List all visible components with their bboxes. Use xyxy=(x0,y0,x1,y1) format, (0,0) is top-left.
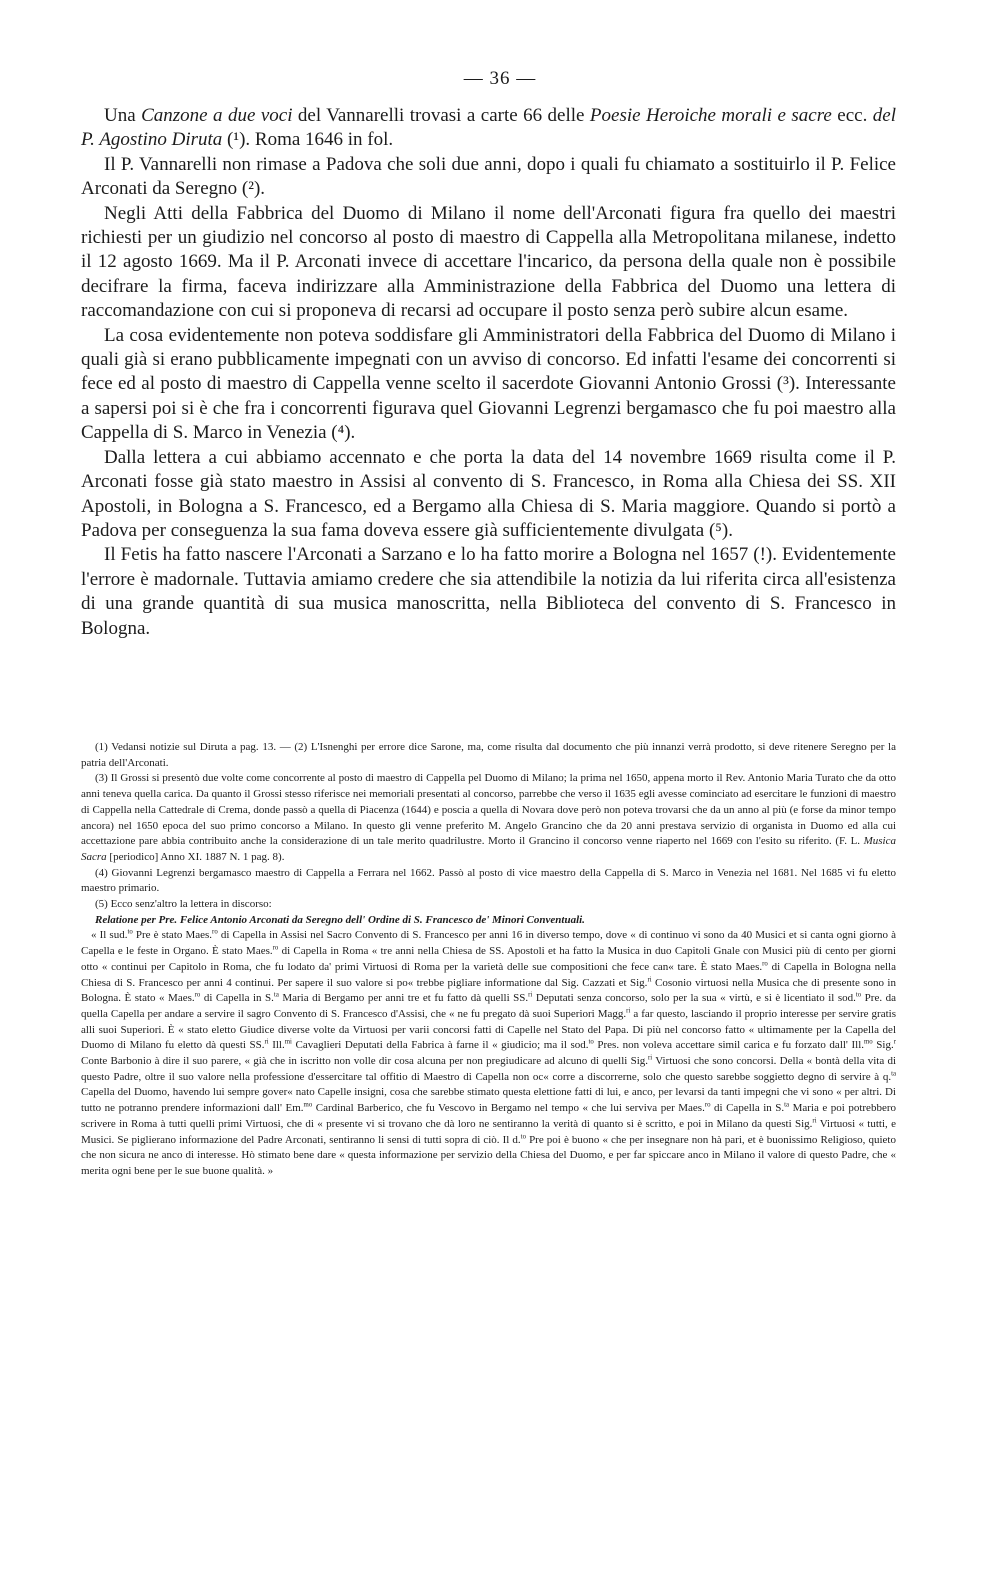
text-run: ecc. xyxy=(831,105,873,126)
superscript: ro xyxy=(212,928,218,936)
superscript: r xyxy=(893,1038,896,1046)
footnote-1-2: (1) Vedansi notizie sul Diruta a pag. 13. — (2) L'Isnenghi per errore dice Sarone, ma, come risulta dal documento che più innanzi verrà prodotto, si deve ritenere Seregno per la patria dell'Arconati. xyxy=(81,741,896,769)
text-run: Cardinal Barberico, che fu Vescovo in Bergamo nel tempo « che lui serviva per Maes. xyxy=(312,1102,705,1115)
superscript: mo xyxy=(864,1038,873,1046)
superscript: ri xyxy=(626,1007,631,1015)
letter-quote xyxy=(81,928,896,1179)
superscript: ta xyxy=(273,991,279,999)
text-run: Ill. xyxy=(268,1039,285,1052)
text-run: Cavaglieri Deputati della Fabrica à farne il « giudicio; ma il sod. xyxy=(291,1039,589,1052)
superscript: ro xyxy=(762,960,768,968)
superscript: ta xyxy=(784,1101,790,1109)
text-run: di Capella in S. xyxy=(710,1102,785,1115)
text-run: di Capella in Roma « tre anni nella Chiesa de SS. Apostoli et ha fatto la Musica in duo Capitoli Gnale con Musici più di cento per giorni otto « continui per Capitolo in Roma, che fu lodato da' primi Virtuosi di Roma per la varietà delle sue compositioni che fece can« tare. È stato Maes. xyxy=(81,945,896,973)
footnote-4: (4) Giovanni Legrenzi bergamasco maestro di Cappella a Ferrara nel 1662. Passò al posto di vice maestro della Cappella di S. Marco in Venezia nel 1681. Nel 1685 vi fu eletto maestro primario. xyxy=(81,866,896,895)
text-run: Conte Barbonio à dire il suo parere, « già che in iscritto non volle dir cosa alcuna per non pregiudicare ad alcuno di quelli Sig. xyxy=(81,1055,649,1068)
letter-title: Relatione per Pre. Felice Antonio Arconati da Seregno dell' Ordine di S. Francesco de' Minori Conventuali. xyxy=(95,913,585,926)
italic-author: del P. Agostino Diruta xyxy=(81,105,896,151)
superscript: to xyxy=(520,1132,526,1140)
italic-title: Canzone a due voci xyxy=(141,105,293,126)
text-run: Virtuosi « tutti, e Musici. Se piglierano informazione del Padre Arconati, sentiranno li sensi di tutti sopra di ciò. Il d. xyxy=(81,1117,896,1146)
footnote-3 xyxy=(81,771,896,865)
text-run: Capella del Duomo, havendo lui sempre gover« nato Capelle insigni, cosa che sarebbe stimato questa elettione fatti di lui, e anco, per levarsi da tanti impegni che vi sono « per altri. Di tutto ne potranno prendere informazioni dall' Em. xyxy=(81,1086,896,1115)
text-run: Maria di Bergamo per anni tre et fu fatto dà quelli SS. xyxy=(278,992,529,1005)
text-run: [periodico] Anno XI. 1887 N. 1 pag. 8). xyxy=(106,850,285,863)
paragraph-6: Il Fetis ha fatto nascere l'Arconati a Sarzano e lo ha fatto morire a Bologna nel 1657 (!). Evidentemente l'errore è madornale. Tuttavia amiamo credere che sia attendibile la notizia da lui riferita circa all'esistenza di una grande quantità di sua musica manoscritta, nella Biblioteca del convento di S. Francesco in Bologna. xyxy=(81,544,896,639)
text-run: (¹). Roma 1646 in fol. xyxy=(222,129,394,151)
text-run: di Capella in S. xyxy=(200,992,274,1005)
superscript: ro xyxy=(272,944,279,952)
superscript: ri xyxy=(648,1054,653,1062)
text-run: Virtuosi che sono concorsi. Della « bontà della vita di questo Padre, oltre il suo valore nella professione d'essercitare tal offitio di Maestro di Capella non oc« corre a discorrerne, solo che questo sarebbe soggietto degno di servire à q. xyxy=(81,1055,896,1083)
italic-title: Poesie Heroiche morali e sacre xyxy=(589,105,832,126)
text-run: Maria e poi potrebbero scrivere in Roma à tutti quelli primi Virtuosi, che di « presente vi si trovano che dà loro ne sentiranno la verità di quanto si è scritto, e poi in Milano da questi Sig. xyxy=(81,1102,896,1130)
text-run: del Vannarelli trovasi a carte 66 delle xyxy=(292,105,590,126)
letter-text xyxy=(81,928,896,1179)
superscript: mo xyxy=(303,1101,313,1109)
text-run: a far questo, lasciando il proprio interesse per servire gratis alli suoi Superiori. È « stato eletto Giudice diverse volte da Virtuosi per varii concorsi fatti di Capelle nel Stato del Papa. Di più nel concorso fatto « ultimamente per la Capella del Duomo di Milano fu eletto dà questi SS. xyxy=(81,1007,896,1052)
footnotes xyxy=(81,740,896,1180)
superscript: ri xyxy=(647,975,652,983)
italic-title: Musica Sacra xyxy=(81,835,896,863)
text-run: Deputati senza concorso, solo per la sua « virtù, e si è licentiato il sod. xyxy=(532,992,856,1005)
superscript: to xyxy=(127,928,133,936)
superscript: to xyxy=(588,1038,594,1046)
superscript: ro xyxy=(704,1101,711,1109)
text-run: Pre poi è buono « che per insegnare non hà pari, et è buonissimo Religioso, quieto che non sicura ne anco di interesse. Hò stimato bene dare « questa informazione per servizio della Chiesa del Duomo, e per far spiccare anco in Milano il valore di questo Padre, che « merita ogni bene per le sue buone qualità. » xyxy=(81,1133,896,1177)
main-text xyxy=(81,104,896,641)
superscript: ta xyxy=(891,1070,896,1078)
text-run: Una xyxy=(104,105,142,126)
text-run: Cosonio virtuosi nella Musica che di presente sono in Bologna. È stato « Maes. xyxy=(81,976,896,1005)
text-run: Pre è stato Maes. xyxy=(132,929,213,942)
footnote-5: (5) Ecco senz'altro la lettera in discorso: xyxy=(95,898,272,911)
superscript: ro xyxy=(194,991,201,999)
paragraph-2: Il P. Vannarelli non rimase a Padova che soli due anni, dopo i quali fu chiamato a sostituirlo il P. Felice Arconati da Seregno (²). xyxy=(81,153,896,200)
paragraph-4: La cosa evidentemente non poteva soddisfare gli Amministratori della Fabbrica del Duomo di Milano i quali già si erano pubblicamente impegnati con un avviso di concorso. Ed infatti l'esame dei concorrenti si fece ed al posto di maestro di Cappella venne scelto il sacerdote Giovanni Antonio Grossi (³). Interessante a sapersi poi si è che fra i concorrenti figurava quel Giovanni Legrenzi bergamasco che fu poi maestro alla Cappella di S. Marco in Venezia (⁴). xyxy=(81,324,896,444)
text-run: di Capella in Assisi nel Sacro Convento di S. Francesco per anni 16 in diverso tempo, dove « di continuo vi sono da 40 Musici et si canta ogni giorno à Capella e le feste in Organo. È stato Maes. xyxy=(81,929,896,958)
paragraph-1 xyxy=(81,104,896,153)
superscript: ri xyxy=(264,1038,269,1046)
text-run: « Il sud. xyxy=(91,929,128,942)
superscript: mi xyxy=(284,1038,292,1046)
text-run: Pre. da quella Capella per andare a servire il sagro Convento di S. Francesco d'Assisi, che « ne fu pregato dà suoi Superiori Magg. xyxy=(81,992,896,1020)
paragraph-5: Dalla lettera a cui abbiamo accennato e che porta la data del 14 novembre 1669 risulta come il P. Arconati fosse già stato maestro in Assisi al convento di S. Francesco, in Roma alla Chiesa dei SS. XII Apostoli, in Bologna a S. Francesco, ed a Bergamo alla Chiesa di S. Maria maggiore. Quando si portò a Padova per conseguenza la sua fama doveva essere già sufficientemente divulgata (⁵). xyxy=(81,446,896,541)
page-number: — 36 — xyxy=(463,68,537,89)
superscript: to xyxy=(855,991,862,999)
paragraph-3: Negli Atti della Fabbrica del Duomo di Milano il nome dell'Arconati figura fra quello dei maestri richiesti per un giudizio nel concorso al posto di maestro di Cappella alla Metropolitana milanese, indetto il 12 agosto 1669. Ma il P. Arconati invece di accettare l'incarico, da persona della quale non è possibile decifrare la firma, faceva indirizzare alla Amministrazione della Fabbrica del Duomo una lettera di raccomandazione con cui si proponeva di recarsi ad occupare il posto senza però subire alcun esame. xyxy=(81,202,896,322)
text-run: di Capella in Bologna nella Chiesa di S. Francesco per anni 4 continui. Per sapere il suo valore si po« trebbe pigliare informatione dal Sig. Cazzati et Sig. xyxy=(81,960,896,989)
superscript: ri xyxy=(812,1117,817,1125)
text-run: (3) Il Grossi si presentò due volte come concorrente al posto di maestro di Cappella pel Duomo di Milano; la prima nel 1650, appena morto il Rev. Antonio Maria Turato che da otto anni teneva quella carica. Da quanto il Grossi stesso riferisce nei memoriali presentati al concorso, parrebbe che verso il 1635 egli avesse cominciato ad esercitare le funzioni di maestro di Cappella nella Cattedrale di Crema, donde passò a quella di Piacenza (1644) e poscia a quella di Novara dove però non poteva trovarsi che da un anno al più (e forse da minor tempo ancora) nel 1650 epoca del suo primo concorso a Milano. In questo gli venne preferito M. Angelo Grancino che da 20 anni prestava servizio di organista in Duomo ed alla cui accettazione pare abbia contribuito anche la considerazione di un tale merito quadrilustre. Morto il Grancino il concorso venne riaperto nel 1669 con l'esito su riferito. (F. L. xyxy=(81,772,896,848)
text-run: Pres. non voleva accettare simil carica e fu forzato dall' Ill. xyxy=(593,1039,864,1052)
text-run: Sig. xyxy=(872,1039,894,1052)
superscript: ri xyxy=(528,991,533,999)
